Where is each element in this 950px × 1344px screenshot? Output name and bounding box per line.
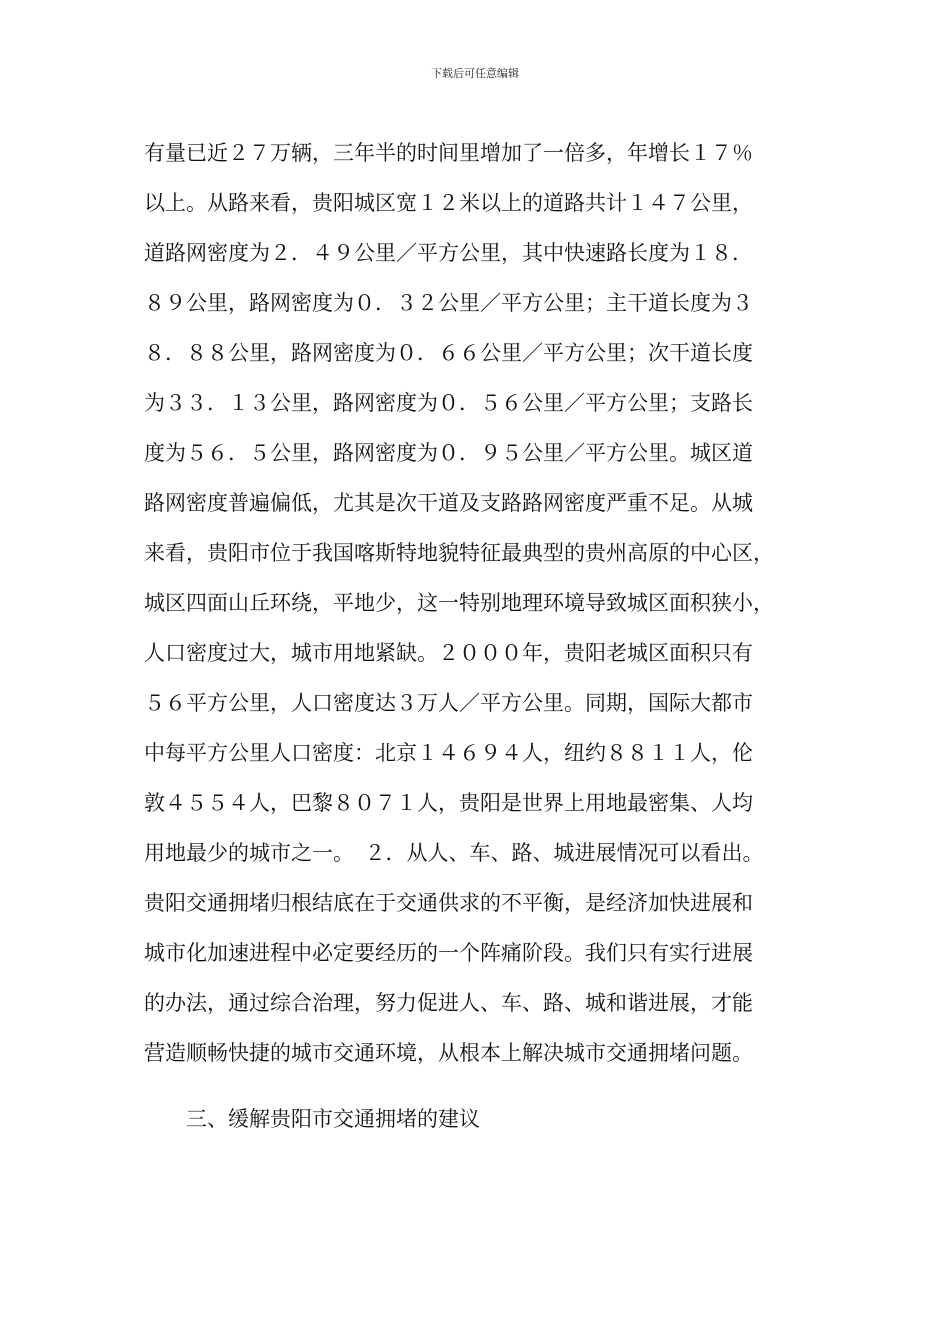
- paragraph-line: 为３３．１３公里，路网密度为０．５６公里／平方公里；支路长: [144, 391, 753, 415]
- paragraph-line: 有量已近２７万辆，三年半的时间里增加了一倍多，年增长１７％: [144, 141, 753, 165]
- paragraph-line: 贵阳交通拥堵归根结底在于交通供求的不平衡，是经济加快进展和: [144, 891, 753, 915]
- paragraph-line: ５６平方公里，人口密度达３万人／平方公里。同期，国际大都市: [144, 691, 753, 715]
- paragraph-line: 城区四面山丘环绕，平地少，这一特别地理环境导致城区面积狭小，: [144, 591, 774, 615]
- paragraph-line: 道路网密度为２．４９公里／平方公里，其中快速路长度为１８．: [144, 241, 753, 265]
- paragraph-line: 中每平方公里人口密度：北京１４６９４人，纽约８８１１人，伦: [144, 741, 753, 765]
- paragraph-line: 城市化加速进程中必定要经历的一个阵痛阶段。我们只有实行进展: [144, 941, 753, 965]
- paragraph-line: 度为５６．５公里，路网密度为０．９５公里／平方公里。城区道: [144, 441, 753, 465]
- paragraph-line: 路网密度普遍偏低，尤其是次干道及支路路网密度严重不足。从城: [144, 491, 753, 515]
- paragraph-line: ８．８８公里，路网密度为０．６６公里／平方公里；次干道长度: [144, 341, 753, 365]
- paragraph-line: 来看，贵阳市位于我国喀斯特地貌特征最典型的贵州高原的中心区，: [144, 541, 774, 565]
- paragraph-line: 营造顺畅快捷的城市交通环境，从根本上解决城市交通拥堵问题。: [144, 1041, 753, 1065]
- paragraph-line: 以上。从路来看，贵阳城区宽１２米以上的道路共计１４７公里，: [144, 191, 753, 215]
- page-header: 下载后可任意编辑: [431, 67, 519, 80]
- paragraph-line: 敦４５５４人，巴黎８０７１人，贵阳是世界上用地最密集、人均: [144, 791, 753, 815]
- section-heading: 三、缓解贵阳市交通拥堵的建议: [186, 1107, 480, 1131]
- paragraph-line: ８９公里，路网密度为０．３２公里／平方公里；主干道长度为３: [144, 291, 753, 315]
- paragraph-line: 用地最少的城市之一。 ２．从人、车、路、城进展情况可以看出。: [144, 841, 764, 865]
- paragraph-line: 人口密度过大，城市用地紧缺。２０００年，贵阳老城区面积只有: [144, 641, 753, 665]
- body-paragraph: [144, 128, 804, 1078]
- paragraph-line: 的办法，通过综合治理，努力促进人、车、路、城和谐进展，才能: [144, 991, 753, 1015]
